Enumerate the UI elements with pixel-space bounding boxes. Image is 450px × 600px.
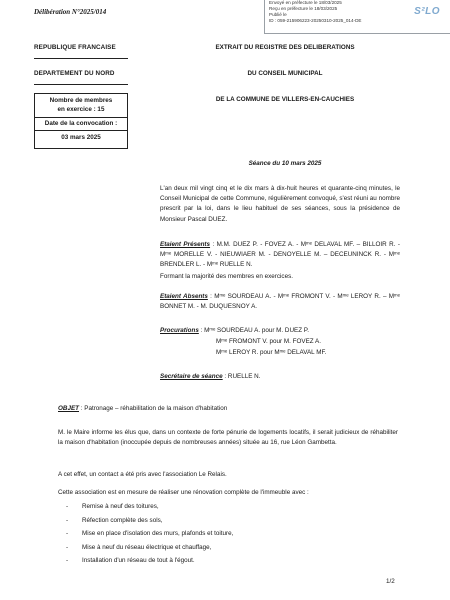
list-item: - Mise en place d'isolation des murs, plafonds et toiture, [66, 527, 386, 541]
stamp-line: ID : 059-215906223-20250310-2025_014-DE [269, 18, 362, 24]
republic-label: REPUBLIQUE FRANCAISE [34, 44, 116, 51]
works-list [66, 500, 386, 568]
slo-logo: S²LO [414, 6, 440, 17]
stamp-line: Reçu en préfecture le 18/03/2025 [269, 6, 338, 12]
present-label: Etaient Présents [160, 241, 211, 248]
session-date: Séance du 10 mars 2025 [248, 160, 322, 167]
list-item: - Installation d'un réseau de tout à l'égout. [66, 554, 386, 568]
present-section [160, 240, 400, 271]
present-list: : M.M. DUEZ P. - FOVEZ A. - Mᵐᵉ DELAVAL MF. – BILLOIR R. - Mᵐᵉ MORELLE V. - NIEUWIAER M. - DENOYELLE M. – DECEUNINCK R. - Mᵐᵉ BRENDLER L. - Mᵐᵉ RUELLE N. [160, 241, 400, 269]
body-paragraph-2: A cet effet, un contact a été pris avec l'association Le Relais. [58, 471, 227, 478]
stamp-line: Publié le [269, 12, 287, 18]
secretary-label: Secrétaire de séance [160, 373, 223, 380]
proxy-line: Mᵐᵉ LEROY R. pour Mᵐᵉ DELAVAL MF. [216, 349, 327, 356]
proxies-label: Procurations [160, 327, 199, 334]
object-text: : Patronage – réhabilitation de la maison d'habitation [79, 405, 228, 412]
proxy-line: : Mᵐᵉ SOURDEAU A. pour M. DUEZ P. [198, 327, 309, 334]
box-divider [35, 130, 127, 131]
object-label: OBJET [58, 405, 79, 412]
proxy-line: Mᵐᵉ FROMONT V. pour M. FOVEZ A. [216, 338, 321, 345]
divider [34, 84, 128, 85]
commune-title: DE LA COMMUNE DE VILLERS-EN-CAUCHIES [215, 96, 355, 103]
convocation-date: 03 mars 2025 [61, 134, 101, 141]
intro-paragraph: L'an deux mil vingt cinq et le dix mars à dix-huit heures et quarante-cinq minutes, le Conseil Municipal de cette Commune, régulièrement convoqué, s'est réuni au nombre prescrit par la loi, dans le lieu habituel de ses séances, sous la présidence de Monsieur Pascal DUEZ. [160, 185, 400, 223]
list-item: - Mise à neuf du réseau électrique et chauffage, [66, 541, 386, 555]
object-line [58, 404, 398, 414]
info-box [34, 93, 128, 149]
body-paragraph-1: M. le Maire informe les élus que, dans un contexte de forte pénurie de logements locatifs, il serait judicieux de réhabiliter la maison d'habitation (inoccupée depuis de nombreuses années) située au 16, rue Léon Gambetta. [58, 429, 398, 447]
absent-list: : Mᵐᵉ SOURDEAU A. - Mᵐᵉ FROMONT V. - Mᵐᵉ LEROY R. – Mᵐᵉ BONNET M. - M. DUQUESNOY A. [160, 293, 400, 311]
secretary-name: : RUELLE N. [222, 373, 261, 380]
list-item: - Réfection complète des sols, [66, 514, 386, 528]
stamp-line: Envoyé en préfecture le 18/03/2025 [269, 0, 342, 5]
prefecture-stamp [264, 0, 450, 34]
convocation-label: Date de la convocation : [44, 120, 118, 127]
divider [34, 58, 128, 59]
body-paragraph-3: Cette association est en mesure de réaliser une rénovation complète de l'immeuble avec : [58, 489, 309, 496]
council-title: DU CONSEIL MUNICIPAL [247, 70, 323, 77]
secretary-section [160, 372, 400, 382]
absent-label: Etaient Absents [160, 293, 208, 300]
box-divider [35, 117, 127, 118]
majority-text: Formant la majorité des membres en exercices. [160, 273, 293, 280]
page-number: 1/2 [386, 578, 395, 585]
absent-section [160, 292, 400, 312]
department-label: DEPARTEMENT DU NORD [34, 70, 115, 77]
deliberation-number: Délibération N°2025/014 [34, 8, 107, 16]
proxies-section [160, 326, 400, 336]
members-label: Nombre de membres [49, 97, 113, 104]
list-item: - Remise à neuf des toitures, [66, 500, 386, 514]
members-count: en exercice : 15 [57, 106, 105, 113]
register-title: EXTRAIT DU REGISTRE DES DELIBERATIONS [215, 44, 355, 51]
